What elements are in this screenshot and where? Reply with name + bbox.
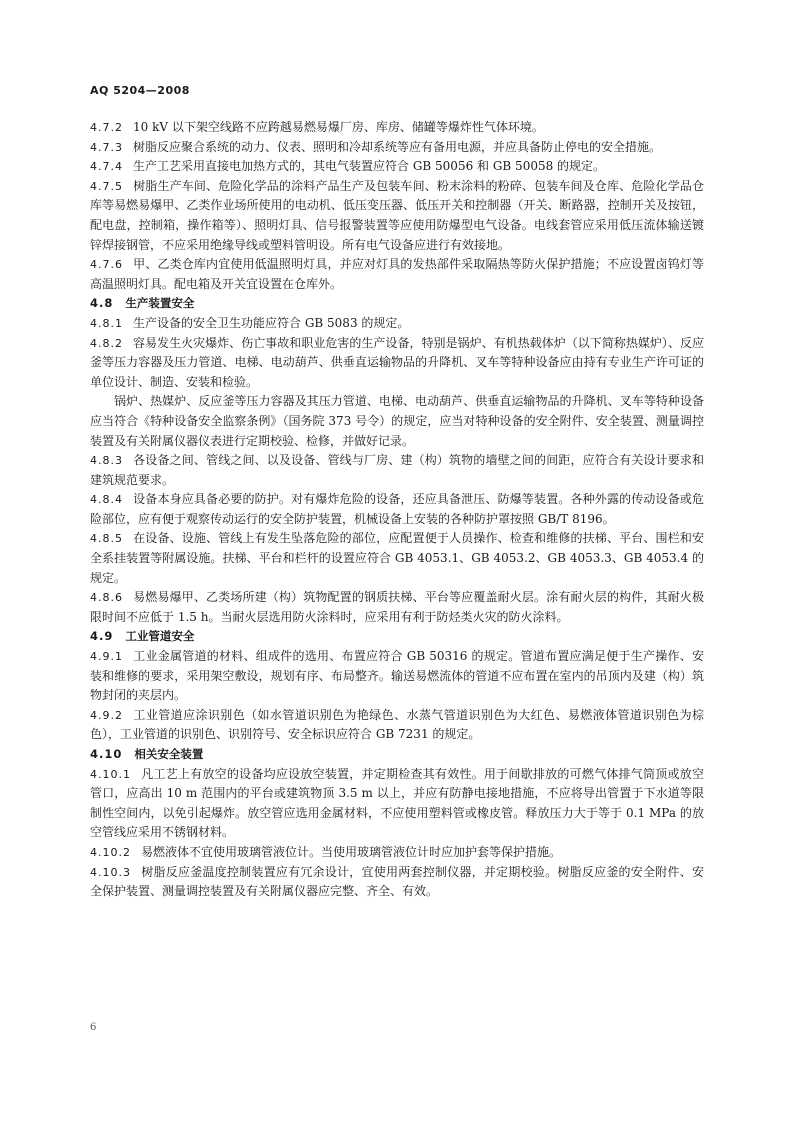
clause-text: 容易发生火灾爆炸、伤亡事故和职业危害的生产设备，特别是锅炉、有机热载体炉（以下简称热媒炉）、反应釜等压力容器及压力管道、电梯、电动葫芦、供垂直运输物品的升降机、叉车等特种设备应由持有专业生产许可证的单位设计、制造、安装和检验。 [90,335,704,389]
clause-4-9-1 [90,647,704,706]
clause-4-10-1 [90,765,704,843]
clause-text: 设备本身应具备必要的防护。对有爆炸危险的设备，还应具备泄压、防爆等装置。各种外露的传动设备或危险部位，应有便于观察传动运行的安全防护装置，机械设备上安装的各种防护罩按照 GB/T 8196。 [90,492,704,526]
clause-text: 甲、乙类仓库内宜使用低温照明灯具，并应对灯具的发热部件采取隔热等防火保护措施；不应设置卤钨灯等高温照明灯具。配电箱及开关宜设置在仓库外。 [90,257,704,291]
clause-4-7-4 [90,157,704,177]
clause-number: 4.8.2 [90,336,123,350]
section-heading-4-10 [90,745,704,765]
clause-text: 锅炉、热媒炉、反应釜等压力容器及其压力管道、电梯、电动葫芦、供垂直运输物品的升降机、叉车等特种设备应当符合《特种设备安全监察条例》（国务院 373 号令）的规定，应当对特种设备的安全附件、安全装置、测量调控装置及有关附属仪器仪表进行定期校验、检修，并做好记录。 [90,394,704,448]
section-title: 生产装置安全 [125,296,195,311]
clause-number: 4.7.5 [90,179,123,193]
clause-4-7-6 [90,255,704,294]
clause-number: 4.10.1 [90,767,131,781]
clause-text: 易燃易爆甲、乙类场所建（构）筑物配置的钢质扶梯、平台等应覆盖耐火层。涂有耐火层的构件，其耐火极限时间不应低于 1.5 h。当耐火层选用防火涂料时，应采用有利于防烃类火灾的防火涂料。 [90,590,704,624]
clause-number: 4.9.2 [90,708,123,722]
clause-4-8-4 [90,490,704,529]
clause-text: 生产设备的安全卫生功能应符合 GB 5083 的规定。 [133,315,410,330]
clause-text: 10 kV 以下架空线路不应跨越易燃易爆厂房、库房、储罐等爆炸性气体环境。 [133,120,544,134]
clause-text: 树脂生产车间、危险化学品的涂料产品生产及包装车间、粉末涂料的粉碎、包装车间及仓库、危险化学品仓库等易燃易爆甲、乙类作业场所使用的电动机、低压变压器、低压开关和控制器（开关、断路器，控制开关及按钮，配电盘，控制箱，操作箱等）、照明灯具、信号报警装置等应使用防爆型电气设备。电线套管应采用低压流体输送镀锌焊接钢管，不应采用绝缘导线或塑料管明设。所有电气设备应进行有效接地。 [90,178,704,252]
clause-number: 4.8.4 [90,493,123,507]
clause-4-10-2 [90,843,704,863]
clause-text: 在设备、设施、管线上有发生坠落危险的部位，应配置便于人员操作、检查和维修的扶梯、平台、围栏和安全系挂装置等附属设施。扶梯、平台和栏杆的设置应符合 GB 4053.1、GB 4053.2、GB 4053.3、GB 4053.4 的规定。 [90,531,704,585]
section-heading-4-8 [90,294,704,314]
section-number: 4.10 [90,747,123,761]
page-number: 6 [90,1022,97,1033]
section-heading-4-9 [90,627,704,647]
section-number: 4.9 [90,629,114,644]
clause-text: 各设备之间、管线之间、以及设备、管线与厂房、建（构）筑物的墙壁之间的间距，应符合有关设计要求和建筑规范要求。 [90,453,704,487]
clause-text: 生产工艺采用直接电加热方式的，其电气装置应符合 GB 50056 和 GB 50058 的规定。 [133,159,606,174]
clause-number: 4.10.3 [90,865,131,879]
clause-text: 树脂反应釜温度控制装置应有冗余设计，宜使用两套控制仪器，并定期校验。树脂反应釜的安全附件、安全保护装置、测量调控装置及有关附属仪器应完整、齐全、有效。 [90,864,704,899]
clause-4-8-2-continuation [90,392,704,451]
clause-number: 4.8.1 [90,316,123,330]
clause-4-7-5 [90,177,704,255]
clause-text: 凡工艺上有放空的设备均应设放空装置，并定期检查其有效性。用于间歇排放的可燃气体排气筒顶或放空管口，应高出 10 m 范围内的平台或建筑物顶 3.5 m 以上，并应有防静电接地措施，不应将导出管置于下水道等限制性空间内，以免引起爆炸。放空管应选用金属材料，不应使用塑料管或橡皮管。释放压力大于等于 0.1 MPa 的放空管线应采用不锈钢材料。 [90,766,704,840]
section-title: 工业管道安全 [125,629,195,644]
document-body [90,118,704,902]
clause-number: 4.8.5 [90,532,123,546]
clause-number: 4.8.6 [90,591,123,605]
clause-4-8-1 [90,314,704,334]
clause-4-7-2 [90,118,704,138]
clause-4-8-5 [90,529,704,588]
clause-text: 易燃液体不宜使用玻璃管液位计。当使用玻璃管液位计时应加护套等保护措施。 [141,844,562,859]
clause-4-8-6 [90,588,704,627]
clause-number: 4.7.2 [90,121,123,134]
clause-number: 4.7.6 [90,258,123,272]
clause-number: 4.7.4 [90,160,123,174]
clause-4-7-3 [90,138,704,158]
clause-number: 4.7.3 [90,140,123,154]
clause-text: 工业金属管道的材料、组成件的选用、布置应符合 GB 50316 的规定。管道布置应满足便于生产操作、安装和维修的要求，采用架空敷设，规划有序、布局整齐。输送易燃流体的管道不应布置在室内的吊顶内及建（构）筑物封闭的夹层内。 [90,649,704,703]
clause-4-8-3 [90,451,704,490]
section-number: 4.8 [90,296,114,311]
clause-text: 树脂反应聚合系统的动力、仪表、照明和冷却系统等应有备用电源，并应具备防止停电的安全措施。 [133,139,662,154]
clause-number: 4.8.3 [90,454,123,468]
clause-text: 工业管道应涂识别色（如水管道识别色为艳绿色、水蒸气管道识别色为大红色、易燃液体管道识别色为棕色），工业管道的识别色、识别符号、安全标识应符合 GB 7231 的规定。 [90,707,704,742]
clause-4-9-2 [90,706,704,745]
clause-4-10-3 [90,863,704,902]
section-title: 相关安全装置 [134,747,204,761]
clause-4-8-2 [90,334,704,393]
document-code: AQ 5204—2008 [90,84,190,97]
clause-number: 4.10.2 [90,845,131,859]
clause-number: 4.9.1 [90,650,123,664]
